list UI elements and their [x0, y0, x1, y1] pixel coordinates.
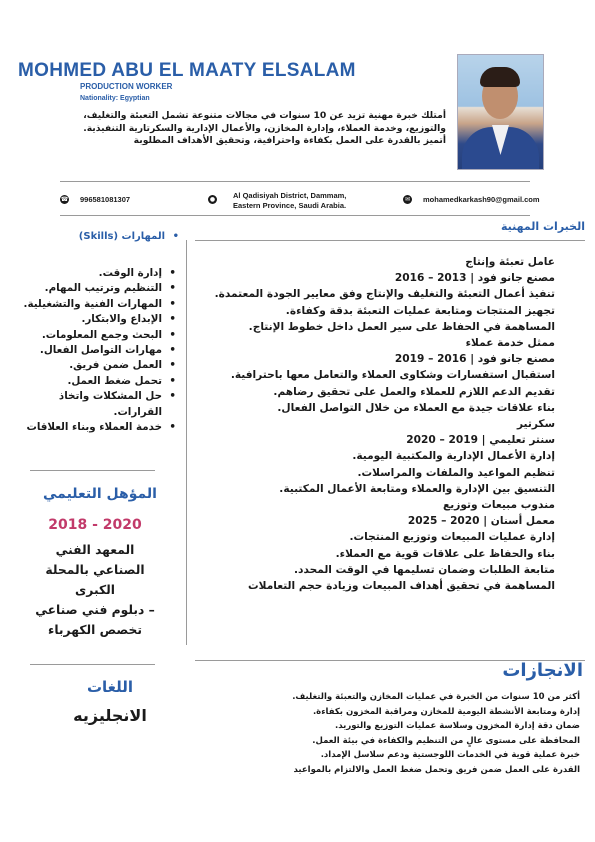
experience-line: المساهمة في تحقيق أهداف المبيعات وزيادة حجم التعاملات [248, 580, 555, 593]
skill-item: • مهارات التواصل الفعال. [4, 343, 162, 358]
skill-item: • الإبداع والابتكار. [4, 312, 162, 327]
skills-heading-text: المهارات (Skills) [78, 231, 165, 242]
experience-line: سكرتير [516, 418, 555, 431]
skill-item: • إدارة الوقت. [4, 266, 162, 281]
experience-line: عامل تعبئة وإنتاج [465, 256, 555, 268]
experience-line: تجهيز المنتجات ومتابعة عمليات التعبئة بدقة وكفاءة. [285, 304, 555, 317]
achievements-heading: الانجازات [502, 660, 583, 681]
achievement-item: خبرة عملية قوية في الخدمات اللوجستية ودعم سلاسل الإمداد. [320, 750, 580, 760]
experience-line: مصنع جانو فود | 2013 – 2016 [394, 272, 555, 285]
experience-heading: الخبرات المهنية [500, 220, 585, 233]
experience-list [205, 254, 555, 594]
skill-item: • المهارات الفنية والتشغيلية. [4, 297, 162, 312]
email-address: mohamedkarkash90@gmail.com [423, 195, 540, 204]
location-icon: ● [209, 196, 216, 203]
achievement-item: إدارة ومتابعة الأنشطة اليومية للمخازن ومراقبة المخزون بكفاءة. [312, 706, 580, 717]
education-line: الصناعي بالمحلة [45, 563, 145, 577]
achievement-item: المحافظة على مستوى عالٍ من التنظيم والكفاءة في بيئة العمل. [312, 735, 580, 746]
experience-line: معمل أسنان | 2020 – 2025 [407, 515, 555, 528]
divider [30, 470, 155, 471]
education-line: الكبرى [75, 583, 115, 597]
languages-heading: اللغات [86, 678, 134, 696]
experience-line: ممثل خدمة عملاء [465, 337, 555, 350]
language-value: الانجليزيه [73, 706, 147, 725]
experience-line: تنظيم المواعيد والملفات والمراسلات. [357, 466, 555, 479]
education-line: دبلوم فني صناعي – [35, 603, 155, 617]
experience-line: المساهمة في الحفاظ على سير العمل داخل خطوط الإنتاج. [248, 320, 555, 333]
skills-list [4, 266, 162, 435]
experience-line: تنفيذ أعمال التعبئة والتغليف والإنتاج وفق معايير الجودة المعتمدة. [214, 288, 555, 301]
experience-line: مصنع جانو فود | 2016 – 2019 [394, 353, 555, 366]
divider [60, 215, 530, 216]
experience-line: متابعة الطلبات وضمان تسليمها في الوقت المحدد. [294, 563, 555, 576]
education-details [20, 540, 170, 640]
divider [30, 664, 155, 665]
experience-line: بناء علاقات جيدة مع العملاء من خلال التواصل الفعال. [277, 401, 555, 414]
experience-line: إدارة الأعمال الإدارية والمكتبية اليومية. [352, 450, 555, 463]
profile-summary [83, 110, 446, 148]
experience-line: استقبال استفسارات وشكاوى العملاء والتعامل معها باحترافية. [230, 369, 555, 382]
address-line: Eastern Province, Saudi Arabia. [233, 201, 347, 210]
skill-item: • البحث وجمع المعلومات. [4, 328, 162, 343]
education-line: المعهد الفني [55, 543, 135, 557]
job-title: PRODUCTION WORKER [80, 82, 173, 91]
divider [195, 240, 585, 241]
column-divider [186, 240, 187, 645]
experience-line: إدارة عمليات المبيعات وتوزيع المنتجات. [349, 531, 555, 544]
experience-line: مندوب مبيعات وتوزيع [443, 499, 555, 512]
achievement-item: القدرة على العمل ضمن فريق وتحمل ضغط العمل والالتزام بالمواعيد [293, 764, 580, 775]
skill-item: • حل المشكلات واتخاذ القرارات. [42, 389, 162, 420]
profile-photo [457, 54, 544, 170]
achievement-item: أكثر من 10 سنوات من الخبرة في عمليات المخازن والتعبئة والتغليف. [292, 692, 580, 702]
education-years: 2018 - 2020 [48, 517, 142, 533]
candidate-name: MOHMED ABU EL MAATY ELSALAM [18, 60, 356, 81]
experience-line: التنسيق بين الإدارة والعملاء ومتابعة الأعمال المكتبية. [279, 482, 555, 495]
achievements-list [210, 690, 580, 777]
skill-item: • تحمل ضغط العمل. [4, 374, 162, 389]
email-icon: ✉ [404, 196, 411, 203]
skills-heading [45, 231, 165, 242]
skill-item: • العمل ضمن فريق. [4, 358, 162, 373]
summary-line: والتوزيع، وخدمة العملاء، وإدارة المخازن، والأعمال الإدارية والسكرتارية التنفيذية. [83, 122, 446, 134]
address-line: Al Qadisiyah District, Dammam, [233, 191, 347, 200]
summary-line: أتميز بالقدرة على العمل بكفاءة واحترافية، وتحقيق الأهداف المطلوبة [133, 135, 446, 147]
skill-item: • التنظيم وترتيب المهام. [4, 281, 162, 296]
address [233, 191, 346, 211]
nationality: Nationality: Egyptian [80, 95, 150, 102]
summary-line: أمتلك خبرة مهنية تزيد عن 10 سنوات في مجالات متنوعة تشمل التعبئة والتغليف، [83, 110, 446, 121]
education-heading: المؤهل التعليمي [43, 486, 157, 502]
experience-line: بناء والحفاظ على علاقات قوية مع العملاء. [335, 547, 555, 560]
phone-number: 996581081307 [80, 195, 131, 204]
achievement-item: ضمان دقة إدارة المخزون وسلاسة عمليات التوزيع والتوريد. [334, 721, 580, 731]
divider [60, 181, 530, 182]
phone-icon: ☎ [60, 196, 69, 203]
experience-line: سنتر تعليمي | 2019 – 2020 [406, 434, 555, 447]
skill-item: • خدمة العملاء وبناء العلاقات [4, 420, 162, 435]
education-line: تخصص الكهرباء [48, 623, 142, 637]
experience-line: تقديم الدعم اللازم للعملاء والعمل على تحقيق رضاهم. [273, 385, 555, 398]
